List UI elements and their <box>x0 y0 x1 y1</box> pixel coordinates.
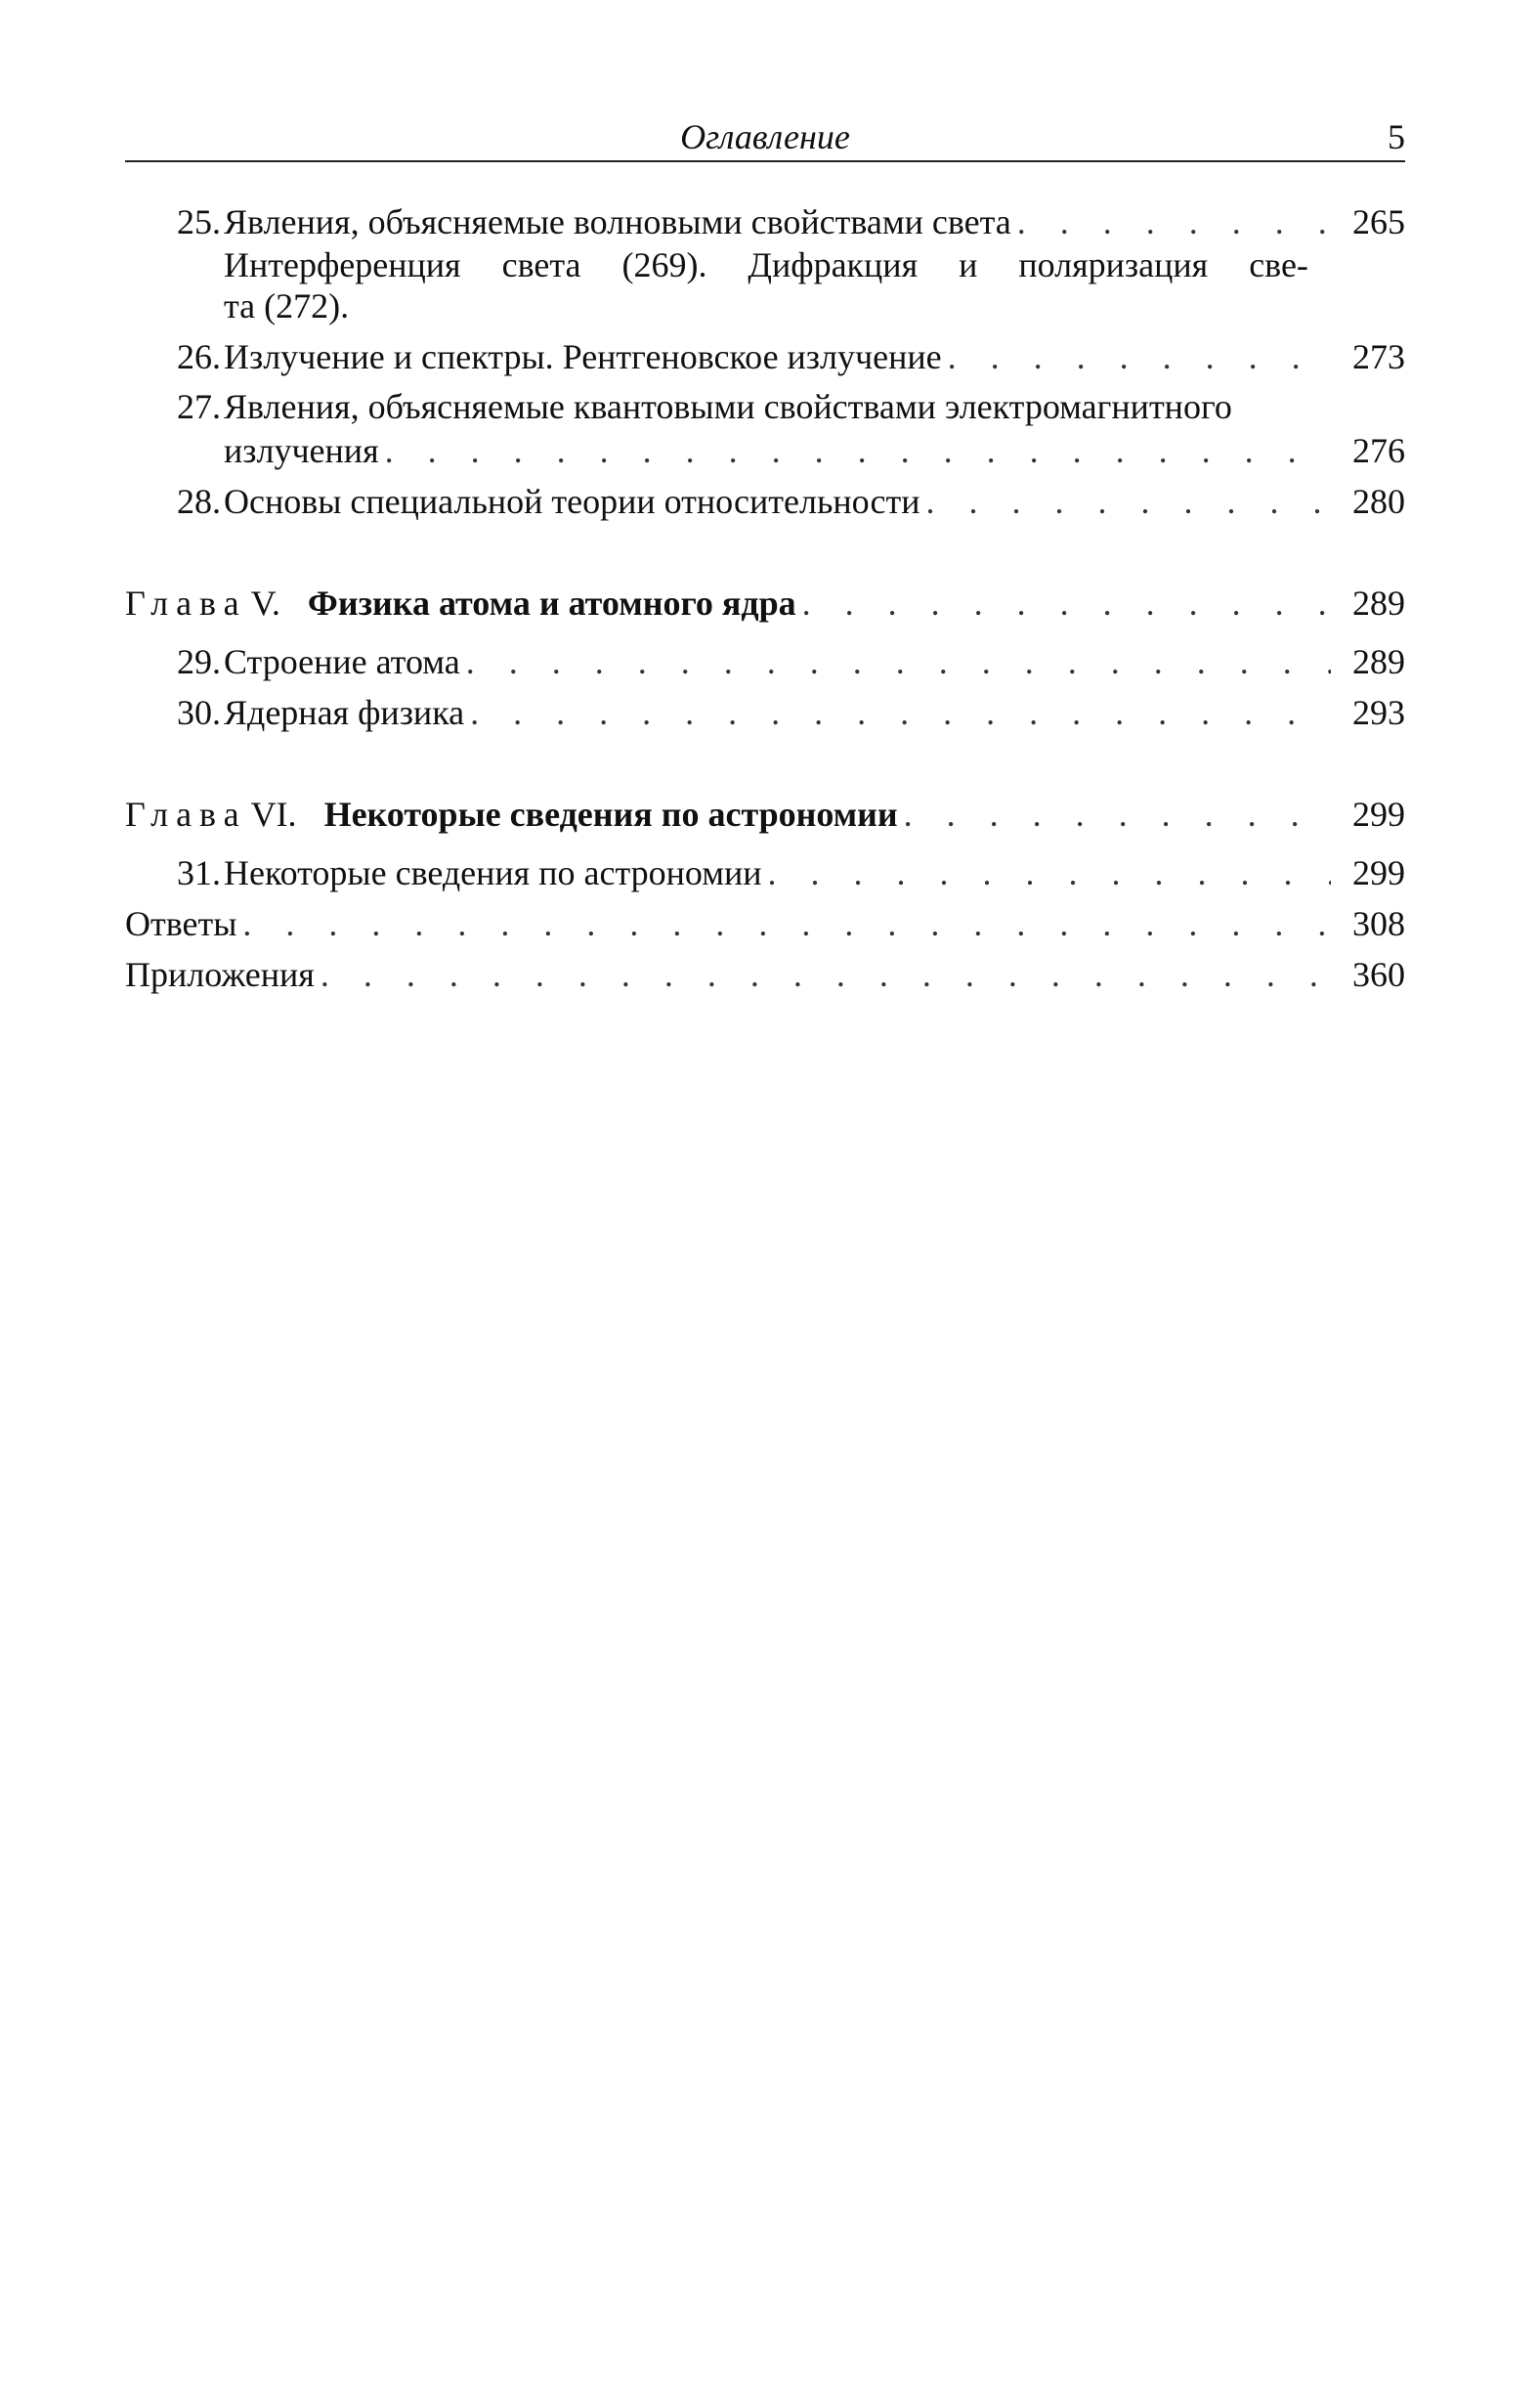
subtopic-word: поляризация <box>1018 245 1209 284</box>
toc-entry-appendix <box>125 952 1405 997</box>
toc-subtopics <box>125 244 1308 285</box>
dot-leader <box>466 639 1331 684</box>
toc-entry-31 <box>125 850 1405 895</box>
toc-entry-title: Приложения <box>125 955 315 994</box>
toc-entry-number: 25. <box>177 202 221 241</box>
subtopic-word: све- <box>1249 245 1308 284</box>
subtopic-word: Дифракция <box>748 245 919 284</box>
toc-entry-27 <box>125 385 1405 473</box>
toc-entry-title: Явления, объясняемые квантовыми свойствами электромагнитного <box>224 387 1232 426</box>
toc-entry-number: 26. <box>177 337 221 376</box>
toc-entry-30 <box>125 690 1405 735</box>
toc-entry-page: 299 <box>1352 853 1405 892</box>
toc-entry-page: 280 <box>1352 482 1405 521</box>
chapter-label: Глава <box>125 795 247 834</box>
dot-leader <box>385 428 1331 473</box>
toc-entry-title-cont: излучения <box>224 431 379 470</box>
table-of-contents <box>125 199 1405 1003</box>
toc-entry-page: 293 <box>1352 693 1405 732</box>
toc-entry-title: Некоторые сведения по астрономии <box>224 853 762 892</box>
toc-entry-28 <box>125 479 1405 524</box>
dot-leader <box>1017 199 1331 244</box>
chapter-title: Некоторые сведения по астрономии <box>323 795 898 834</box>
chapter-heading-5 <box>125 581 1405 626</box>
toc-entry-title: Строение атома <box>224 642 460 681</box>
toc-entry-26 <box>125 334 1405 379</box>
dot-leader <box>926 479 1331 524</box>
dot-leader <box>802 581 1331 626</box>
toc-entry-title: Явления, объясняемые волновыми свойствами света <box>224 202 1011 241</box>
toc-entry-title: Излучение и спектры. Рентгеновское излучение <box>224 337 942 376</box>
subtopic-word: Интерференция <box>224 245 461 284</box>
toc-entry-page: 360 <box>1352 955 1405 994</box>
chapter-label: Глава <box>125 584 247 623</box>
toc-entry-title: Основы специальной теории относительности <box>224 482 920 521</box>
dot-leader <box>768 850 1331 895</box>
dot-leader <box>904 792 1331 837</box>
toc-entry-title: Ядерная физика <box>224 693 465 732</box>
document-page <box>125 0 1405 2383</box>
toc-entry-number: 28. <box>177 482 221 521</box>
toc-entry-page: 289 <box>1352 642 1405 681</box>
dot-leader <box>470 690 1331 735</box>
toc-entry-page: 273 <box>1352 337 1405 376</box>
dot-leader <box>321 952 1331 997</box>
toc-entry-title: Ответы <box>125 904 237 943</box>
toc-entry-page: 265 <box>1352 202 1405 241</box>
toc-entry-page: 276 <box>1352 431 1405 470</box>
chapter-number: VI. <box>250 795 297 834</box>
toc-entry-number: 27. <box>177 387 221 426</box>
toc-entry-25 <box>125 199 1405 326</box>
chapter-page: 299 <box>1352 795 1405 834</box>
toc-subtopics-cont: та (272). <box>224 286 350 325</box>
chapter-page: 289 <box>1352 584 1405 623</box>
running-header <box>125 113 1405 162</box>
toc-entry-answers <box>125 901 1405 946</box>
toc-entry-number: 31. <box>177 853 221 892</box>
subtopic-word: света <box>501 245 581 284</box>
dot-leader <box>948 334 1331 379</box>
chapter-number: V. <box>250 584 280 623</box>
running-title: Оглавление <box>680 117 850 156</box>
subtopic-word: и <box>959 245 978 284</box>
toc-entry-29 <box>125 639 1405 684</box>
subtopic-word: (269). <box>621 245 707 284</box>
chapter-heading-6 <box>125 792 1405 837</box>
toc-entry-number: 30. <box>177 693 221 732</box>
page-number: 5 <box>1388 117 1405 156</box>
toc-entry-page: 308 <box>1352 904 1405 943</box>
chapter-title: Физика атома и атомного ядра <box>307 584 796 623</box>
dot-leader <box>242 901 1331 946</box>
toc-entry-number: 29. <box>177 642 221 681</box>
